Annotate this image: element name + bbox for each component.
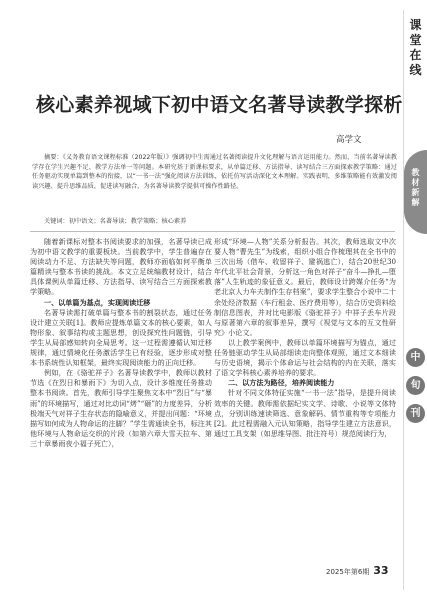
issue-label: 2025年第6期: [326, 568, 370, 576]
page-footer: [326, 564, 389, 577]
body-paragraph: 名著导读需打破单篇与整本书的割裂状态，通过任务设计建立关联[1]。教师应提炼单篇文本的核心要素，如人物形象、叙事结构或主题思想，创设探究性问题链，引导学生从局部感知转向全局思考。这一过程需遵循认知迁移规律，通过情境化任务激活学生已有经验，逐步形成对整本书系统性认知框架，最终实现阅读能力的正向迁移。: [30, 307, 212, 368]
journal-badge-char: 旬: [406, 376, 425, 395]
journal-badge-char: 中: [406, 348, 425, 367]
body-column-left: [30, 237, 212, 449]
journal-badge-char: 刊: [406, 404, 425, 423]
section-tab-char: 解: [411, 198, 420, 207]
section-title-char: 线: [409, 63, 422, 77]
journal-badge: [406, 348, 425, 432]
section-title-char: 堂: [409, 33, 422, 47]
section-title-vertical: [404, 18, 427, 78]
side-column: [404, 0, 427, 601]
body-paragraph: 随着新课标对整本书阅读要求的加强，名著导读已成为初中语文教学的重要板块。当前教学中，学生普遍存在阅读动力不足、方法缺失等问题，教师亦面临如何平衡单篇精读与整本书读的挑战。本文立足统编教材设计，结合具体课例从单篇迁移、方法指导、读写结合三方面探索教学策略。: [30, 237, 212, 297]
body-paragraph: 以上教学案例中，教师以单篇环境描写为锚点，通过任务链驱动学生从局部细读走向整体观照，通过文本细读与历史语境，揭示个体命运与社会结构的内在关联，落实了语文学科核心素养培养的要求。: [214, 337, 396, 378]
abstract: [32, 153, 397, 191]
abstract-text: 摘要：《义务教育语文课程标准（2022年版）》强调初中生需通过名著阅读提升文化理解与语言运用能力。然而，当前名著导读教学存在学生兴趣不足、教学方法单一等问题。本研究基于新课标要求，从单篇迁移、方法指导、读写结合三方面探索教学策略：通过任务驱动实现单篇到整本的衔接，以“一书一法”强化阅读方法训练，依托仿写活动深化文本理解。实践表明，多维策略能有效激发阅读兴趣、提升思维品质，促进读写融合，为名著导读教学提供可操作性路径。: [32, 154, 397, 190]
section-tab: [404, 150, 427, 234]
body-paragraph: 形成“环境—人物”关系分析报告。其次，教师选取文中次要人物“曹先生”为线索，组织小组合作梳理其在全书中的三次出场（借车、收留祥子、避祸逃亡），结合20世纪30年代北平社会背景，分析这一角色对祥子“奋斗—挣扎—堕落”人生轨迹的象征意义。最后，教师设计跨媒介任务“为老北京人力车夫制作生存档案”，要求学生整合小说中二十余处经济数据（车行租金、医疗费用等），结合历史资料绘制信息图表，并对比电影版《骆驼祥子》中祥子丢车片段与原著第六章的叙事差异，撰写《视觉与文本的互文性研究》小论文。: [214, 237, 396, 337]
section-divider: [30, 231, 395, 232]
section-tab-char: 教: [411, 168, 420, 177]
article-author: 高学文: [336, 135, 362, 145]
section-tab-char: 新: [411, 188, 420, 197]
body-paragraph: 针对不同文体特征实施“一书一法”指导，是提升阅读效率的关键。教师需依据纪实文学、诗歌、小说等文体特点，分别训练速读筛选、意象解码、情节重构等专项能力[2]。此过程需融入元认知策略，指导学生建立方法意识，通过工具支架（如思维导图、批注符号）规范阅读行为，: [214, 388, 396, 438]
keywords: 关键词：初中语文；名著导读；教学策略；核心素养: [44, 218, 187, 225]
body-paragraph: 例如，在《骆驼祥子》名著导读教学中，教师以教材节选《在烈日和暴雨下》为切入点，设计多维度任务推动整本书阅读。首先，教师引导学生聚焦文本中“烈日”与“暴雨”的环境描写，通过对比动词“烤”“砸”的力度差异，分析极端天气对祥子生存状态的隐喻意义，并提出问题：“环境描写如何成为人物命运的注脚？”学生需通读全书，标注其他环境与人物命运交织的片段（如第六章大雪天拉车、第三十章暴雨夜小福子死亡），: [30, 368, 212, 448]
body-column-right: [214, 237, 396, 439]
page-number: 33: [373, 564, 389, 577]
article-title: 核心素养视域下初中语文名著导读教学探析: [36, 94, 403, 116]
section-title-char: 课: [409, 18, 422, 32]
section-heading: 二、以方法为路径，培养阅读能力: [228, 378, 335, 388]
section-heading: 一、以单篇为基点，实现阅读迁移: [44, 297, 151, 307]
section-tab-char: 材: [411, 178, 420, 187]
section-title-char: 在: [409, 48, 422, 62]
